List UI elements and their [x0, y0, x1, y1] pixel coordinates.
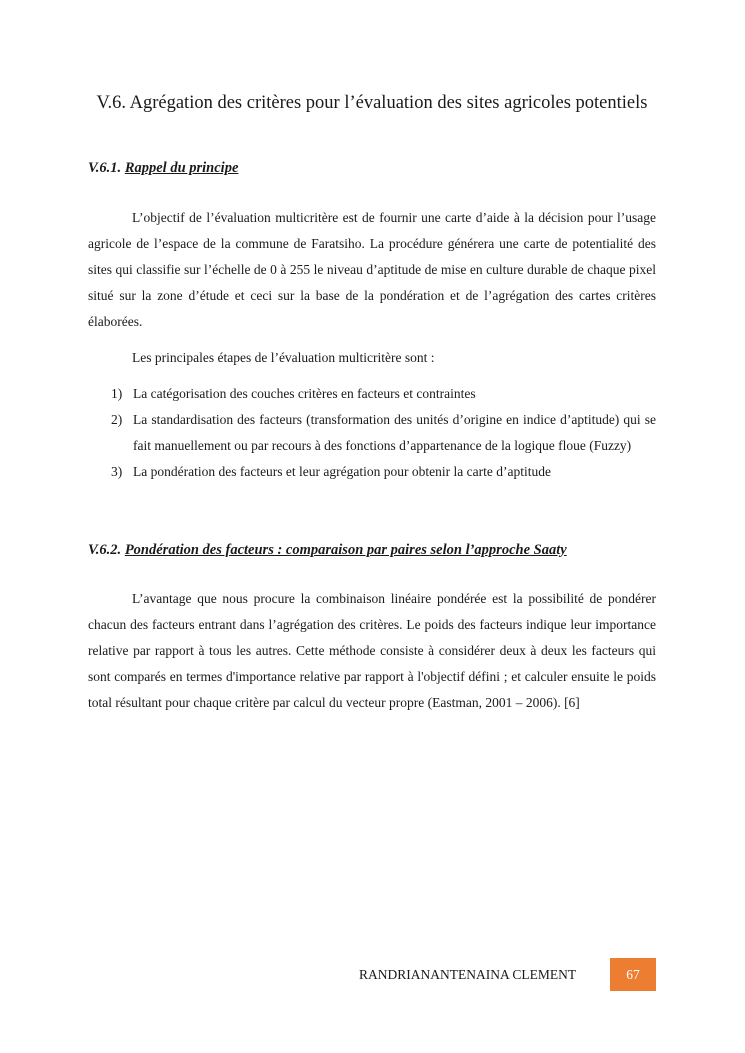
section-number: V.6.2. [88, 542, 122, 558]
steps-list [88, 381, 656, 485]
section1-paragraph: L’objectif de l’évaluation multicritère est de fournir une carte d’aide à la décision pour l’usage agricole de l’espace de la commune de Faratsiho. La procédure générera une carte de potentialité des sites qui classifie sur l’échelle de 0 à 255 le niveau d’aptitude de mise en culture durable de chaque pixel situé sur la zone d’étude et ceci sur la base de la pondération et de l’agrégation des cartes critères élaborées. [88, 210, 656, 329]
chapter-title: V.6. Agrégation des critères pour l’évaluation des sites agricoles potentiels [96, 93, 648, 113]
section-heading-2 [88, 542, 567, 559]
page-number-badge: 67 [610, 958, 656, 991]
list-item-text: La pondération des facteurs et leur agrégation pour obtenir la carte d’aptitude [133, 464, 551, 479]
list-item-number: 1) [111, 386, 123, 401]
section-title: Rappel du principe [124, 160, 239, 176]
list-item [88, 407, 656, 459]
section-title: Pondération des facteurs : comparaison par paires selon l’approche Saaty [124, 542, 567, 558]
section-heading-1 [88, 160, 238, 177]
list-item-number: 2) [111, 412, 123, 427]
list-item [88, 459, 656, 485]
section-number: V.6.1. [88, 160, 122, 176]
list-item-number: 3) [111, 464, 123, 479]
list-item [88, 381, 656, 407]
section2-paragraph: L’avantage que nous procure la combinaison linéaire pondérée est la possibilité de pondérer chacun des facteurs entrant dans l’agrégation des critères. Le poids des facteurs indique leur importance relative par rapport à tous les autres. Cette méthode consiste à considérer deux à deux les facteurs qui sont comparés en termes d'importance relative par rapport à l'objectif défini ; et calculer ensuite le poids total résultant pour chaque critère par calcul du vecteur propre (Eastman, 2001 – 2006). [6] [88, 591, 656, 710]
list-item-text: La standardisation des facteurs (transformation des unités d’origine en indice d’aptitude) qui se fait manuellement ou par recours à des fonctions d’appartenance de la logique floue (Fuzzy) [133, 412, 656, 453]
footer-author: RANDRIANANTENAINA CLEMENT [359, 967, 577, 982]
steps-intro: Les principales étapes de l’évaluation multicritère sont : [132, 350, 435, 365]
list-item-text: La catégorisation des couches critères en facteurs et contraintes [133, 386, 476, 401]
